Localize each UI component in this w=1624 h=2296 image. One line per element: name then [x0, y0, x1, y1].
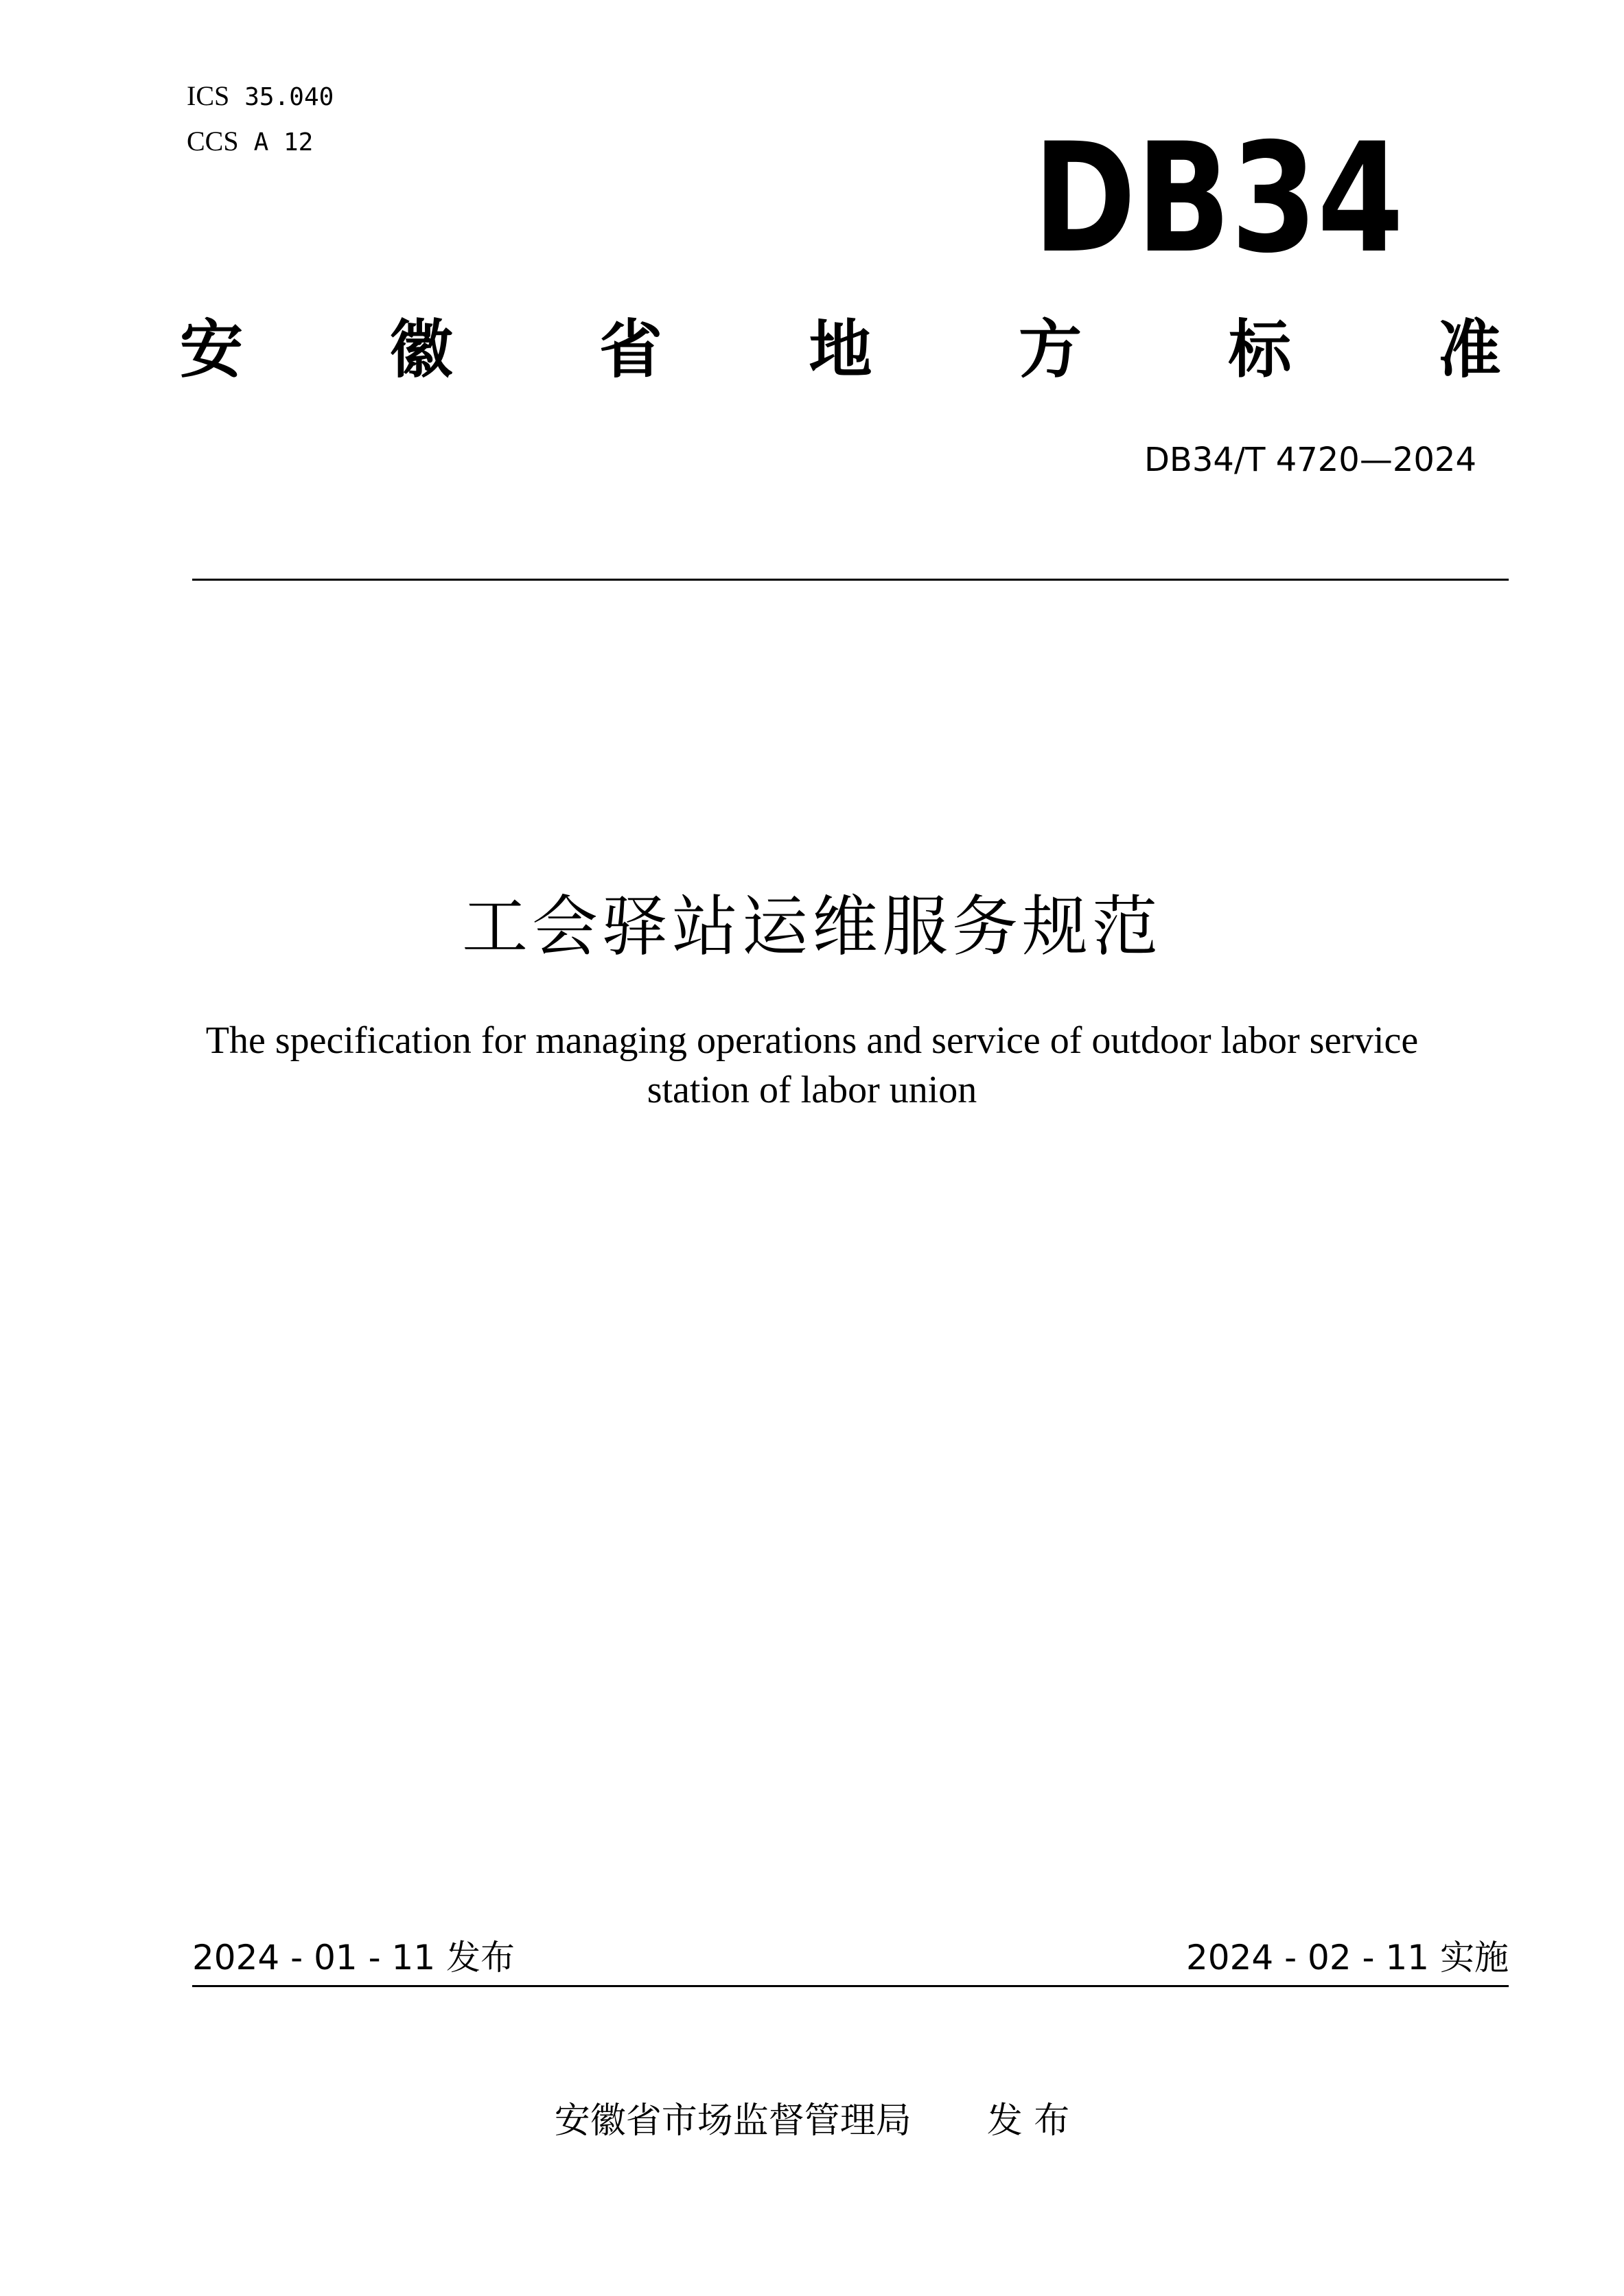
ics-label: ICS: [187, 80, 230, 111]
footer-divider: [192, 1985, 1509, 1987]
issuer-action: 发 布: [986, 2100, 1070, 2142]
date-row: [192, 1936, 1509, 1980]
standard-type-char: 标: [1228, 313, 1292, 386]
standard-type-char: 方: [1018, 313, 1082, 386]
ccs-value: A 12: [253, 128, 314, 156]
ics-value: 35.040: [244, 83, 334, 111]
standard-number: DB34/T 4720—2024: [1144, 441, 1476, 479]
db34-logo: [1033, 111, 1404, 286]
document-title-en-line: The specification for managing operations and service of outdoor labor service: [205, 1019, 1419, 1062]
ccs-code: [187, 119, 334, 165]
implementation-date: 2024 - 02 - 11 实施: [1185, 1938, 1509, 1978]
issuer-name: 安徽省市场监督管理局: [554, 2100, 912, 2142]
standard-type-char: 省: [599, 313, 662, 386]
standard-type-char: 准: [1437, 313, 1501, 386]
standard-type-char: 徽: [389, 313, 453, 386]
document-title-en-line: station of labor union: [647, 1069, 977, 1111]
db34-mark: [1033, 111, 1404, 286]
classification-codes: [187, 74, 334, 165]
db34-logo-text: DB34: [1033, 111, 1404, 286]
header-divider: [192, 579, 1509, 581]
issue-date: 2024 - 01 - 11 发布: [192, 1938, 515, 1978]
standard-type-char: 地: [809, 313, 872, 386]
document-title-en: [194, 1016, 1430, 1115]
issuer-line: [0, 2097, 1624, 2145]
ccs-label: CCS: [187, 126, 239, 156]
standard-type-char: 安: [180, 313, 244, 386]
document-title-cn: 工会驿站运维服务规范: [462, 888, 1162, 965]
ics-code: [187, 74, 334, 119]
standard-type-heading: [180, 312, 1501, 388]
